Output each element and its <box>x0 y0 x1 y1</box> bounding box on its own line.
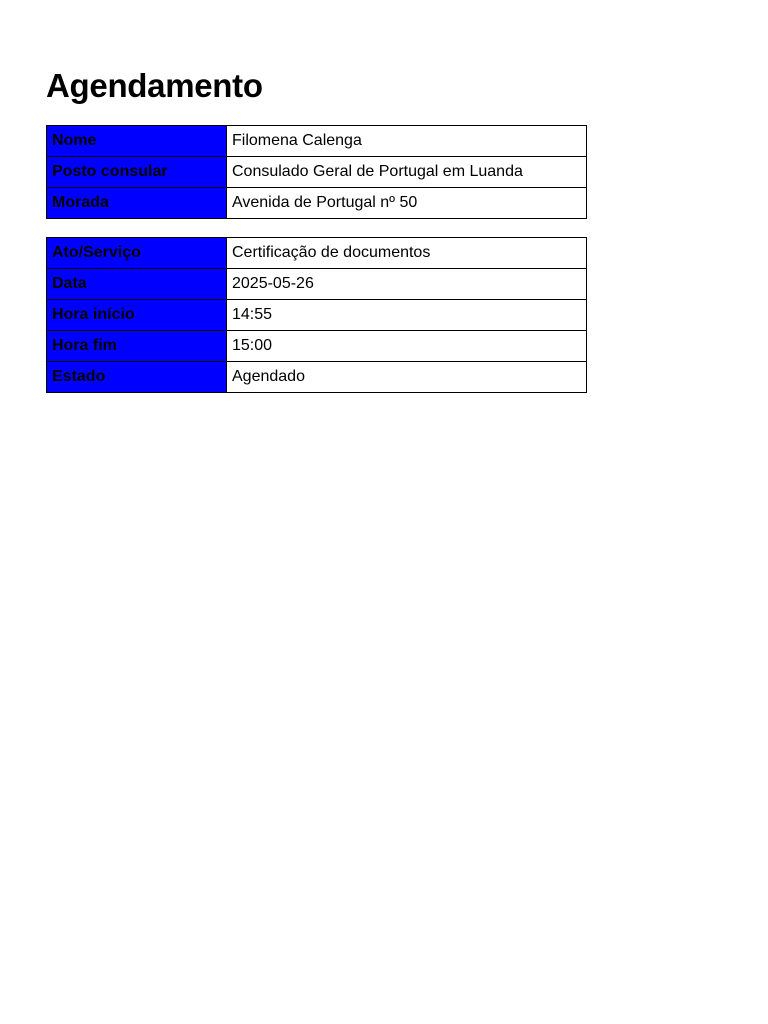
row-value-end-time: 15:00 <box>227 331 587 362</box>
row-value-address: Avenida de Portugal nº 50 <box>227 188 587 219</box>
row-label-consular-post: Posto consular <box>47 157 227 188</box>
table-row-consular-post <box>47 157 587 188</box>
row-label-name: Nome <box>47 126 227 157</box>
table-row-name <box>47 126 587 157</box>
row-value-start-time: 14:55 <box>227 300 587 331</box>
table-row-date <box>47 269 587 300</box>
table-row-start-time <box>47 300 587 331</box>
row-value-name: Filomena Calenga <box>227 126 587 157</box>
row-label-end-time: Hora fim <box>47 331 227 362</box>
table-row-address <box>47 188 587 219</box>
table-row-service <box>47 238 587 269</box>
row-value-status: Agendado <box>227 362 587 393</box>
location-table <box>46 125 587 219</box>
row-value-service: Certificação de documentos <box>227 238 587 269</box>
row-label-start-time: Hora início <box>47 300 227 331</box>
table-row-status <box>47 362 587 393</box>
page-title: Agendamento <box>46 67 263 104</box>
row-label-status: Estado <box>47 362 227 393</box>
row-label-address: Morada <box>47 188 227 219</box>
row-value-consular-post: Consulado Geral de Portugal em Luanda <box>227 157 587 188</box>
row-label-date: Data <box>47 269 227 300</box>
row-value-date: 2025-05-26 <box>227 269 587 300</box>
appointment-table <box>46 237 587 393</box>
row-label-service: Ato/Serviço <box>47 238 227 269</box>
table-row-end-time <box>47 331 587 362</box>
